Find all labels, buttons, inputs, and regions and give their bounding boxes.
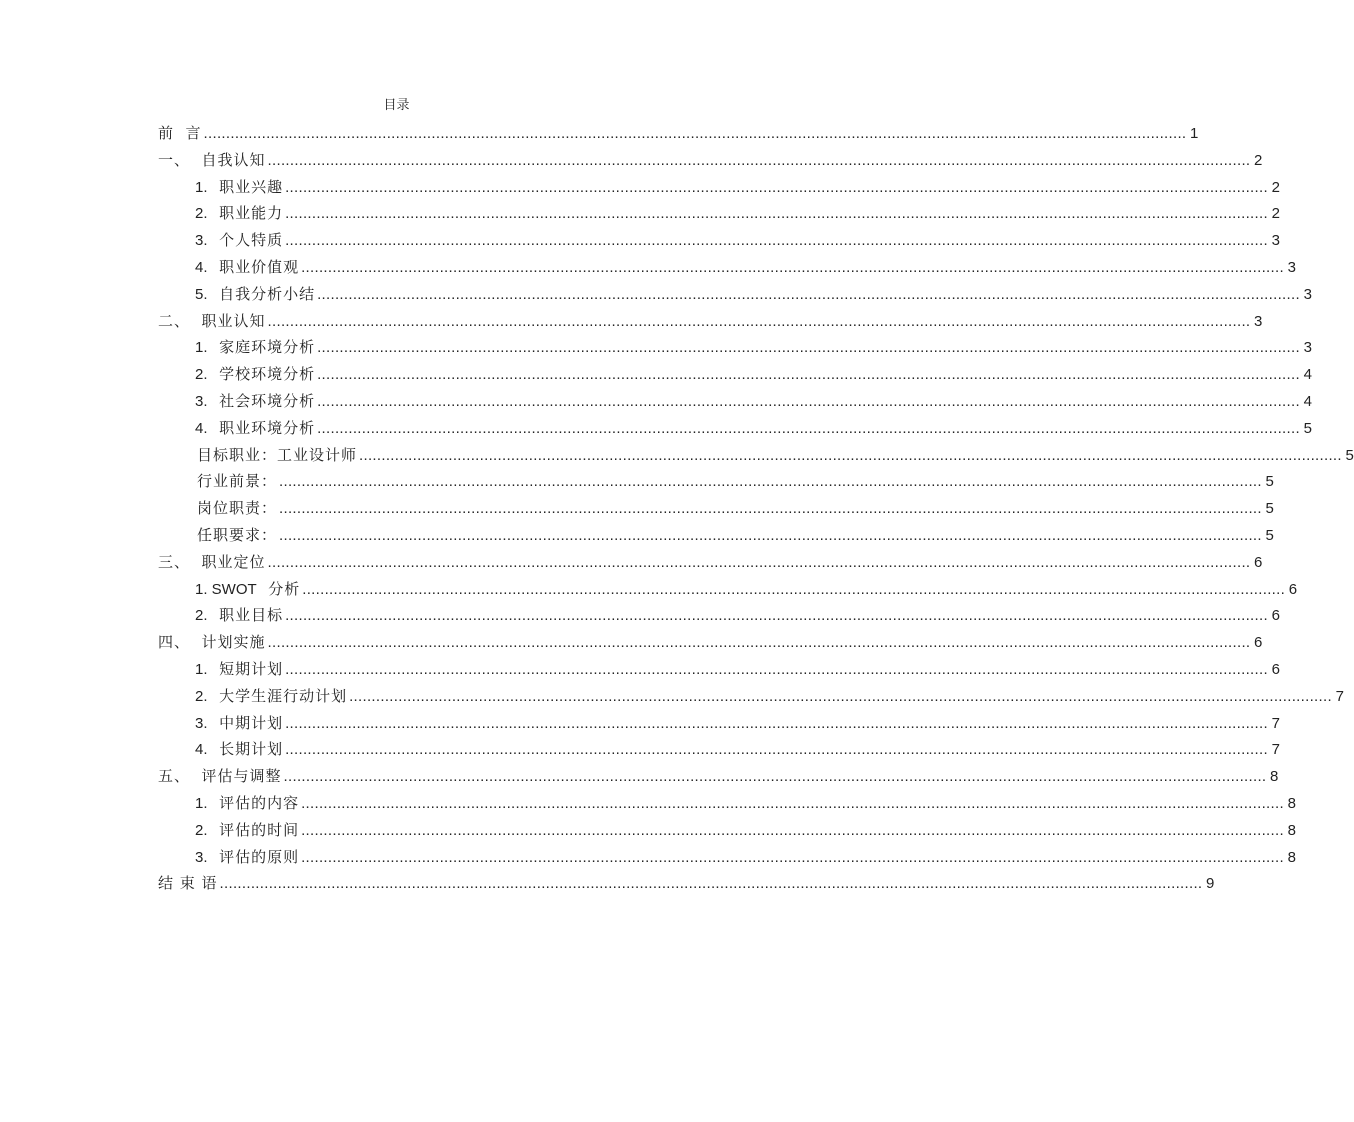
dot-leader: ............................................................................................................................................................................................................................ [285,741,1268,759]
toc-entry-page: 3 [1303,285,1312,303]
toc-entry-label [197,495,277,522]
toc-entry-label [158,763,282,790]
toc-entry-page: 6 [1254,634,1263,652]
toc-entry-text: 职业价值观 [219,257,300,276]
toc-entry-text: 评估的原则 [219,847,300,866]
toc-entry[interactable] [158,736,1280,763]
toc-entry-text: 职业环境分析 [219,418,316,437]
toc-entry[interactable] [158,870,1215,897]
toc-entry-page: 6 [1254,553,1263,571]
toc-entry[interactable] [158,361,1312,388]
toc-entry-page: 3 [1287,258,1296,276]
toc-entry-text: 社会环境分析 [219,391,316,410]
toc-entry-page: 8 [1287,794,1296,812]
toc-entry-label [158,120,202,147]
toc-entry-number: 2. [195,687,208,705]
toc-entry-text: 前 言 [158,124,202,142]
toc-entry-page: 8 [1270,768,1279,786]
dot-leader: ............................................................................................................................................................................................................................ [285,232,1268,250]
toc-entry-number: 4. [195,741,208,759]
toc-entry-text: 自我分析小结 [219,284,316,303]
toc-entry-page: 8 [1287,848,1296,866]
toc-entry-label [158,870,218,897]
toc-entry-number: 2. [195,366,208,384]
toc-entry-number: 1. [195,660,208,678]
dot-leader: ............................................................................................................................................................................................................................ [317,419,1300,437]
toc-entry-text: 分析 [268,579,301,598]
toc-entry-number: 2. [195,205,208,223]
toc-entry-label [158,629,266,656]
toc-entry-text: 任职要求： [197,525,278,544]
toc-entry-page: 2 [1271,205,1280,223]
toc-entry-label [195,602,283,630]
toc-entry-page: 5 [1345,446,1354,464]
toc-entry-text: 大学生涯行动计划 [219,686,348,705]
dot-leader: ............................................................................................................................................................................................................................ [317,392,1300,410]
table-of-contents [158,120,1354,897]
toc-entry-text: 家庭环境分析 [219,338,316,357]
toc-entry-label [195,656,283,684]
toc-entry-page: 3 [1271,232,1280,250]
toc-entry[interactable] [158,147,1263,174]
dot-leader: ............................................................................................................................................................................................................................ [279,473,1262,491]
dot-leader: ............................................................................................................................................................................................................................ [279,526,1262,544]
toc-entry-label [195,334,315,362]
dot-leader: ............................................................................................................................................................................................................................ [317,366,1300,384]
dot-leader: ............................................................................................................................................................................................................................ [301,258,1284,276]
dot-leader: ............................................................................................................................................................................................................................ [349,687,1332,705]
toc-entry-text: 短期计划 [219,659,284,678]
toc-entry-text: 评估的内容 [219,793,300,812]
dot-leader: ............................................................................................................................................................................................................................ [267,151,1251,169]
toc-entry[interactable] [158,656,1280,683]
dot-leader: ............................................................................................................................................................................................................................ [317,339,1300,357]
toc-entry-text: 四、 计划实施 [158,633,266,652]
toc-entry-label [195,790,299,818]
toc-entry-text: 职业目标 [219,606,284,625]
toc-entry-label [195,415,315,443]
toc-entry[interactable] [158,227,1280,254]
toc-entry-number: 1. [195,794,208,812]
toc-entry-label [195,710,283,738]
toc-entry-text: 一、 自我认知 [158,150,266,169]
toc-entry-label [195,281,315,309]
toc-entry-page: 8 [1287,821,1296,839]
toc-entry-number: 3. [195,392,208,410]
toc-entry-number: 3. [195,848,208,866]
toc-entry-page: 4 [1303,392,1312,410]
toc-entry[interactable] [158,388,1312,415]
toc-entry-label [197,468,277,495]
toc-entry-number: 5. [195,285,208,303]
toc-entry[interactable] [158,629,1263,656]
toc-entry-number: 4. [195,419,208,437]
toc-entry-page: 1 [1190,125,1199,142]
toc-entry[interactable] [158,522,1274,549]
toc-entry-label [195,576,300,604]
toc-entry-page: 7 [1271,714,1280,732]
toc-entry[interactable] [158,254,1296,281]
toc-entry-page: 3 [1303,339,1312,357]
dot-leader: ............................................................................................................................................................................................................................ [301,794,1284,812]
toc-entry[interactable] [158,442,1354,469]
toc-entry-page: 5 [1265,526,1274,544]
toc-entry-number: 2. [195,607,208,625]
toc-entry[interactable] [158,281,1312,308]
toc-entry[interactable] [158,790,1296,817]
toc-entry-text: 长期计划 [219,740,284,759]
dot-leader: ............................................................................................................................................................................................................................ [203,125,1187,142]
toc-entry-text: 二、 职业认知 [158,311,266,330]
dot-leader: ............................................................................................................................................................................................................................ [285,714,1268,732]
toc-entry-label [197,522,277,549]
dot-leader: ............................................................................................................................................................................................................................ [359,446,1342,464]
toc-entry[interactable] [158,602,1280,629]
toc-entry[interactable] [158,174,1280,201]
toc-entry[interactable] [158,683,1344,710]
toc-title: 目录 [383,98,410,113]
dot-leader: ............................................................................................................................................................................................................................ [285,660,1268,678]
toc-entry-text: 五、 评估与调整 [158,767,282,786]
toc-entry-label [158,147,266,174]
toc-entry-page: 2 [1271,178,1280,196]
toc-entry-page: 7 [1271,741,1280,759]
toc-entry[interactable] [158,817,1296,844]
dot-leader: ............................................................................................................................................................................................................................ [301,848,1284,866]
toc-entry[interactable] [158,200,1280,227]
toc-entry-text: 个人特质 [219,231,284,250]
toc-entry-text: 岗位职责： [197,499,278,518]
toc-entry-text: 结 束 语 [158,874,218,893]
dot-leader: ............................................................................................................................................................................................................................ [279,500,1262,518]
toc-entry-label [195,736,283,764]
toc-entry[interactable] [158,468,1274,495]
toc-entry-text: 职业能力 [219,204,284,223]
toc-entry-page: 5 [1265,473,1274,491]
toc-entry-label [195,844,299,872]
toc-entry-number: 4. [195,258,208,276]
toc-entry[interactable] [158,576,1298,603]
toc-entry-text: 学校环境分析 [219,365,316,384]
toc-entry-label [195,361,315,389]
dot-leader: ............................................................................................................................................................................................................................ [317,285,1300,303]
toc-entry-label [158,549,266,576]
dot-leader: ............................................................................................................................................................................................................................ [267,553,1251,571]
toc-entry-page: 7 [1335,687,1344,705]
toc-entry[interactable] [158,763,1279,790]
toc-entry-label [195,200,283,228]
toc-entry-number: 3. [195,232,208,250]
dot-leader: ............................................................................................................................................................................................................................ [267,634,1251,652]
toc-entry-text: 中期计划 [219,713,284,732]
toc-entry-label [195,817,299,845]
toc-entry-label [195,254,299,282]
toc-entry-number: 1. SWOT [195,580,257,598]
toc-entry-label [195,227,283,255]
toc-entry-number: 1. [195,178,208,196]
toc-entry-page: 2 [1254,151,1263,169]
toc-entry-number: 2. [195,821,208,839]
dot-leader: ............................................................................................................................................................................................................................ [267,312,1251,330]
toc-entry-text: 目标职业：工业设计师 [197,445,358,464]
dot-leader: ............................................................................................................................................................................................................................ [301,821,1284,839]
toc-entry-page: 4 [1303,366,1312,384]
toc-entry-text: 行业前景： [197,472,278,491]
toc-entry[interactable] [158,710,1280,737]
dot-leader: ............................................................................................................................................................................................................................ [302,580,1286,598]
toc-entry-label [195,388,315,416]
toc-entry-text: 职业兴趣 [219,177,284,196]
toc-entry-page: 5 [1303,419,1312,437]
toc-entry-number: 3. [195,714,208,732]
toc-entry[interactable] [158,844,1296,871]
toc-entry-label [195,683,347,711]
toc-entry[interactable] [158,415,1312,442]
toc-entry[interactable] [158,334,1312,361]
toc-entry[interactable] [158,495,1274,522]
dot-leader: ............................................................................................................................................................................................................................ [285,205,1268,223]
toc-entry-text: 评估的时间 [219,820,300,839]
toc-entry-page: 3 [1254,312,1263,330]
toc-entry-label [197,442,357,469]
toc-entry-page: 9 [1206,875,1215,893]
dot-leader: ............................................................................................................................................................................................................................ [285,178,1268,196]
dot-leader: ............................................................................................................................................................................................................................ [219,875,1203,893]
dot-leader: ............................................................................................................................................................................................................................ [285,607,1268,625]
toc-entry-page: 6 [1288,580,1298,598]
toc-entry-label [195,174,283,202]
toc-entry-page: 6 [1271,660,1280,678]
toc-entry-page: 6 [1271,607,1280,625]
toc-entry-label [158,308,266,335]
dot-leader: ............................................................................................................................................................................................................................ [283,768,1267,786]
toc-entry[interactable] [158,308,1263,335]
toc-entry[interactable] [158,120,1199,147]
toc-entry-text: 三、 职业定位 [158,552,266,571]
toc-entry[interactable] [158,549,1263,576]
toc-entry-page: 5 [1265,500,1274,518]
toc-entry-number: 1. [195,339,208,357]
